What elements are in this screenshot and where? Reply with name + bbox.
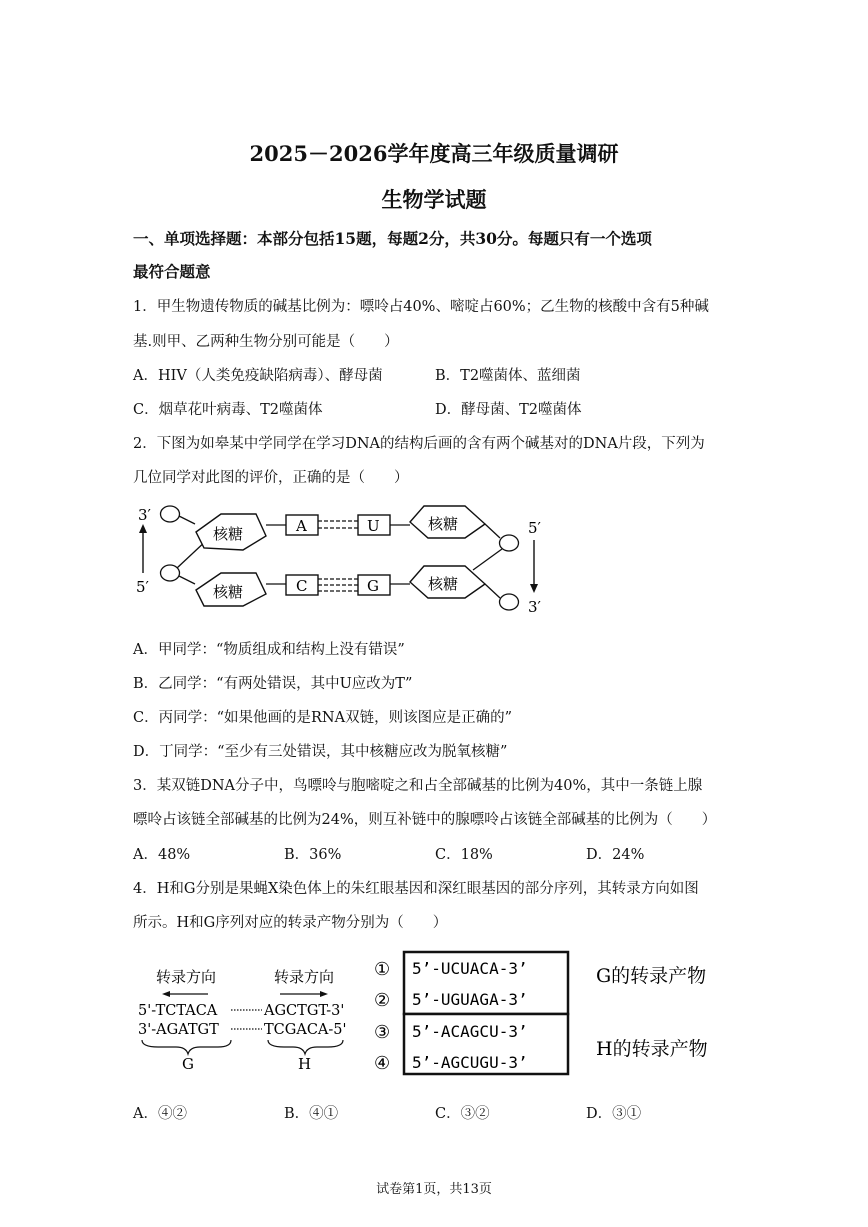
sugar-left-top-label: 核糖: [213, 525, 244, 543]
phosphate-left-top: [161, 506, 180, 522]
right-down-arrow-head: [530, 584, 538, 593]
dna-fragment-diagram: [128, 496, 558, 620]
base-a-label: A: [296, 517, 307, 535]
q2-option-b: B．乙同学：“有两处错误，其中U应改为T”: [133, 676, 413, 692]
section-heading-line2: 最符合题意: [133, 262, 211, 281]
page-footer: 试卷第1页，共13页: [376, 1182, 492, 1197]
q3-option-c: C．18%: [435, 847, 493, 863]
phosphate-left-bottom: [161, 565, 180, 581]
num-4: ④: [374, 1053, 391, 1074]
q2-option-d: D．丁同学：“至少有三处错误，其中核糖应改为脱氧核糖”: [133, 744, 508, 760]
base-g-label: G: [367, 577, 379, 595]
right-top-label: 5′: [528, 519, 541, 537]
direction-label-left: 转录方向: [156, 968, 217, 986]
q3-option-b: B．36%: [284, 847, 342, 863]
right-bottom-label: 3′: [528, 598, 541, 616]
q3-stem-line2: 嘌呤占该链全部碱基的比例为24%，则互补链中的腺嘌呤占该链全部碱基的比例为（ ）: [133, 812, 717, 828]
left-top-label: 3′: [138, 506, 151, 524]
strand-bottom-right: TCGACA-5': [264, 1022, 347, 1038]
direction-label-right: 转录方向: [274, 968, 335, 986]
h-product-label: H的转录产物: [596, 1038, 708, 1060]
seq-1: 5’-UCUACA-3’: [412, 959, 528, 978]
q1-option-d: D．酵母菌、T2噬菌体: [435, 402, 582, 418]
sugar-right-bottom-label: 核糖: [428, 575, 459, 593]
q2-option-c: C．丙同学：“如果他画的是RNA双链，则该图应是正确的”: [133, 710, 512, 726]
sugar-left-bottom-label: 核糖: [213, 583, 244, 601]
q4-stem-line1: 4．H和G分别是果蝇X染色体上的朱红眼基因和深红眼基因的部分序列，其转录方向如图: [133, 881, 699, 897]
phosphate-right-top: [500, 535, 519, 551]
strand-top-right: AGCTGT-3': [264, 1003, 345, 1019]
q4-option-d: D．③①: [586, 1106, 642, 1122]
right-arrow-icon: [320, 991, 328, 997]
q1-stem-line2: 基.则甲、乙两种生物分别可能是（ ）: [133, 334, 399, 350]
q4-option-c: C．③②: [435, 1106, 490, 1122]
q3-stem-line1: 3．某双链DNA分子中，鸟嘌呤与胞嘧啶之和占全部碱基的比例为40%，其中一条链上腺: [133, 778, 703, 794]
q2-stem-line1: 2．下图为如皋某中学同学在学习DNA的结构后画的含有两个碱基对的DNA片段，下列为: [133, 436, 705, 452]
brace-g: [142, 1040, 231, 1054]
transcription-diagram: [128, 948, 748, 1078]
num-2: ②: [374, 990, 391, 1011]
left-arrow-icon: [162, 991, 170, 997]
q3-option-a: A．48%: [133, 847, 191, 863]
section-heading-line1: 一、单项选择题：本部分包括15题，每题2分，共30分。每题只有一个选项: [133, 229, 652, 248]
num-3: ③: [374, 1022, 391, 1043]
page-title: 2025－2026学年度高三年级质量调研: [249, 141, 619, 166]
num-1: ①: [374, 959, 391, 980]
phosphate-right-bottom: [500, 594, 519, 610]
base-c-label: C: [296, 577, 308, 595]
left-up-arrow-head: [139, 524, 147, 533]
hydrogen-bonds-au: [318, 521, 358, 528]
gene-g-label: G: [182, 1055, 194, 1073]
q3-option-d: D．24%: [586, 847, 645, 863]
hydrogen-bonds-cg: [318, 579, 358, 591]
q4-option-a: A．④②: [133, 1106, 187, 1122]
left-bottom-label: 5′: [136, 578, 149, 596]
seq-4: 5’-AGCUGU-3’: [412, 1053, 528, 1072]
sugar-right-top-label: 核糖: [428, 515, 459, 533]
g-product-label: G的转录产物: [596, 965, 707, 987]
base-u-label: U: [367, 517, 380, 535]
page-subtitle: 生物学试题: [381, 187, 487, 212]
q1-option-c: C．烟草花叶病毒、T2噬菌体: [133, 402, 323, 418]
gene-h-label: H: [298, 1055, 312, 1073]
q1-option-b: B．T2噬菌体、蓝细菌: [435, 368, 581, 384]
q1-stem-line1: 1．甲生物遗传物质的碱基比例为：嘌呤占40%、嘧啶占60%；乙生物的核酸中含有5种碱: [133, 299, 709, 315]
q4-stem-line2: 所示。H和G序列对应的转录产物分别为（ ）: [133, 915, 448, 931]
q2-option-a: A．甲同学：“物质组成和结构上没有错误”: [133, 642, 405, 658]
q2-stem-line2: 几位同学对此图的评价，正确的是（ ）: [133, 470, 409, 486]
strand-bottom-left: 3'-AGATGT: [138, 1022, 219, 1038]
brace-h: [268, 1040, 343, 1054]
seq-3: 5’-ACAGCU-3’: [412, 1022, 528, 1041]
q4-option-b: B．④①: [284, 1106, 339, 1122]
seq-2: 5’-UGUAGA-3’: [412, 990, 528, 1009]
strand-top-left: 5'-TCTACA: [138, 1003, 218, 1019]
q1-option-a: A．HIV（人类免疫缺陷病毒）、酵母菌: [133, 368, 383, 384]
